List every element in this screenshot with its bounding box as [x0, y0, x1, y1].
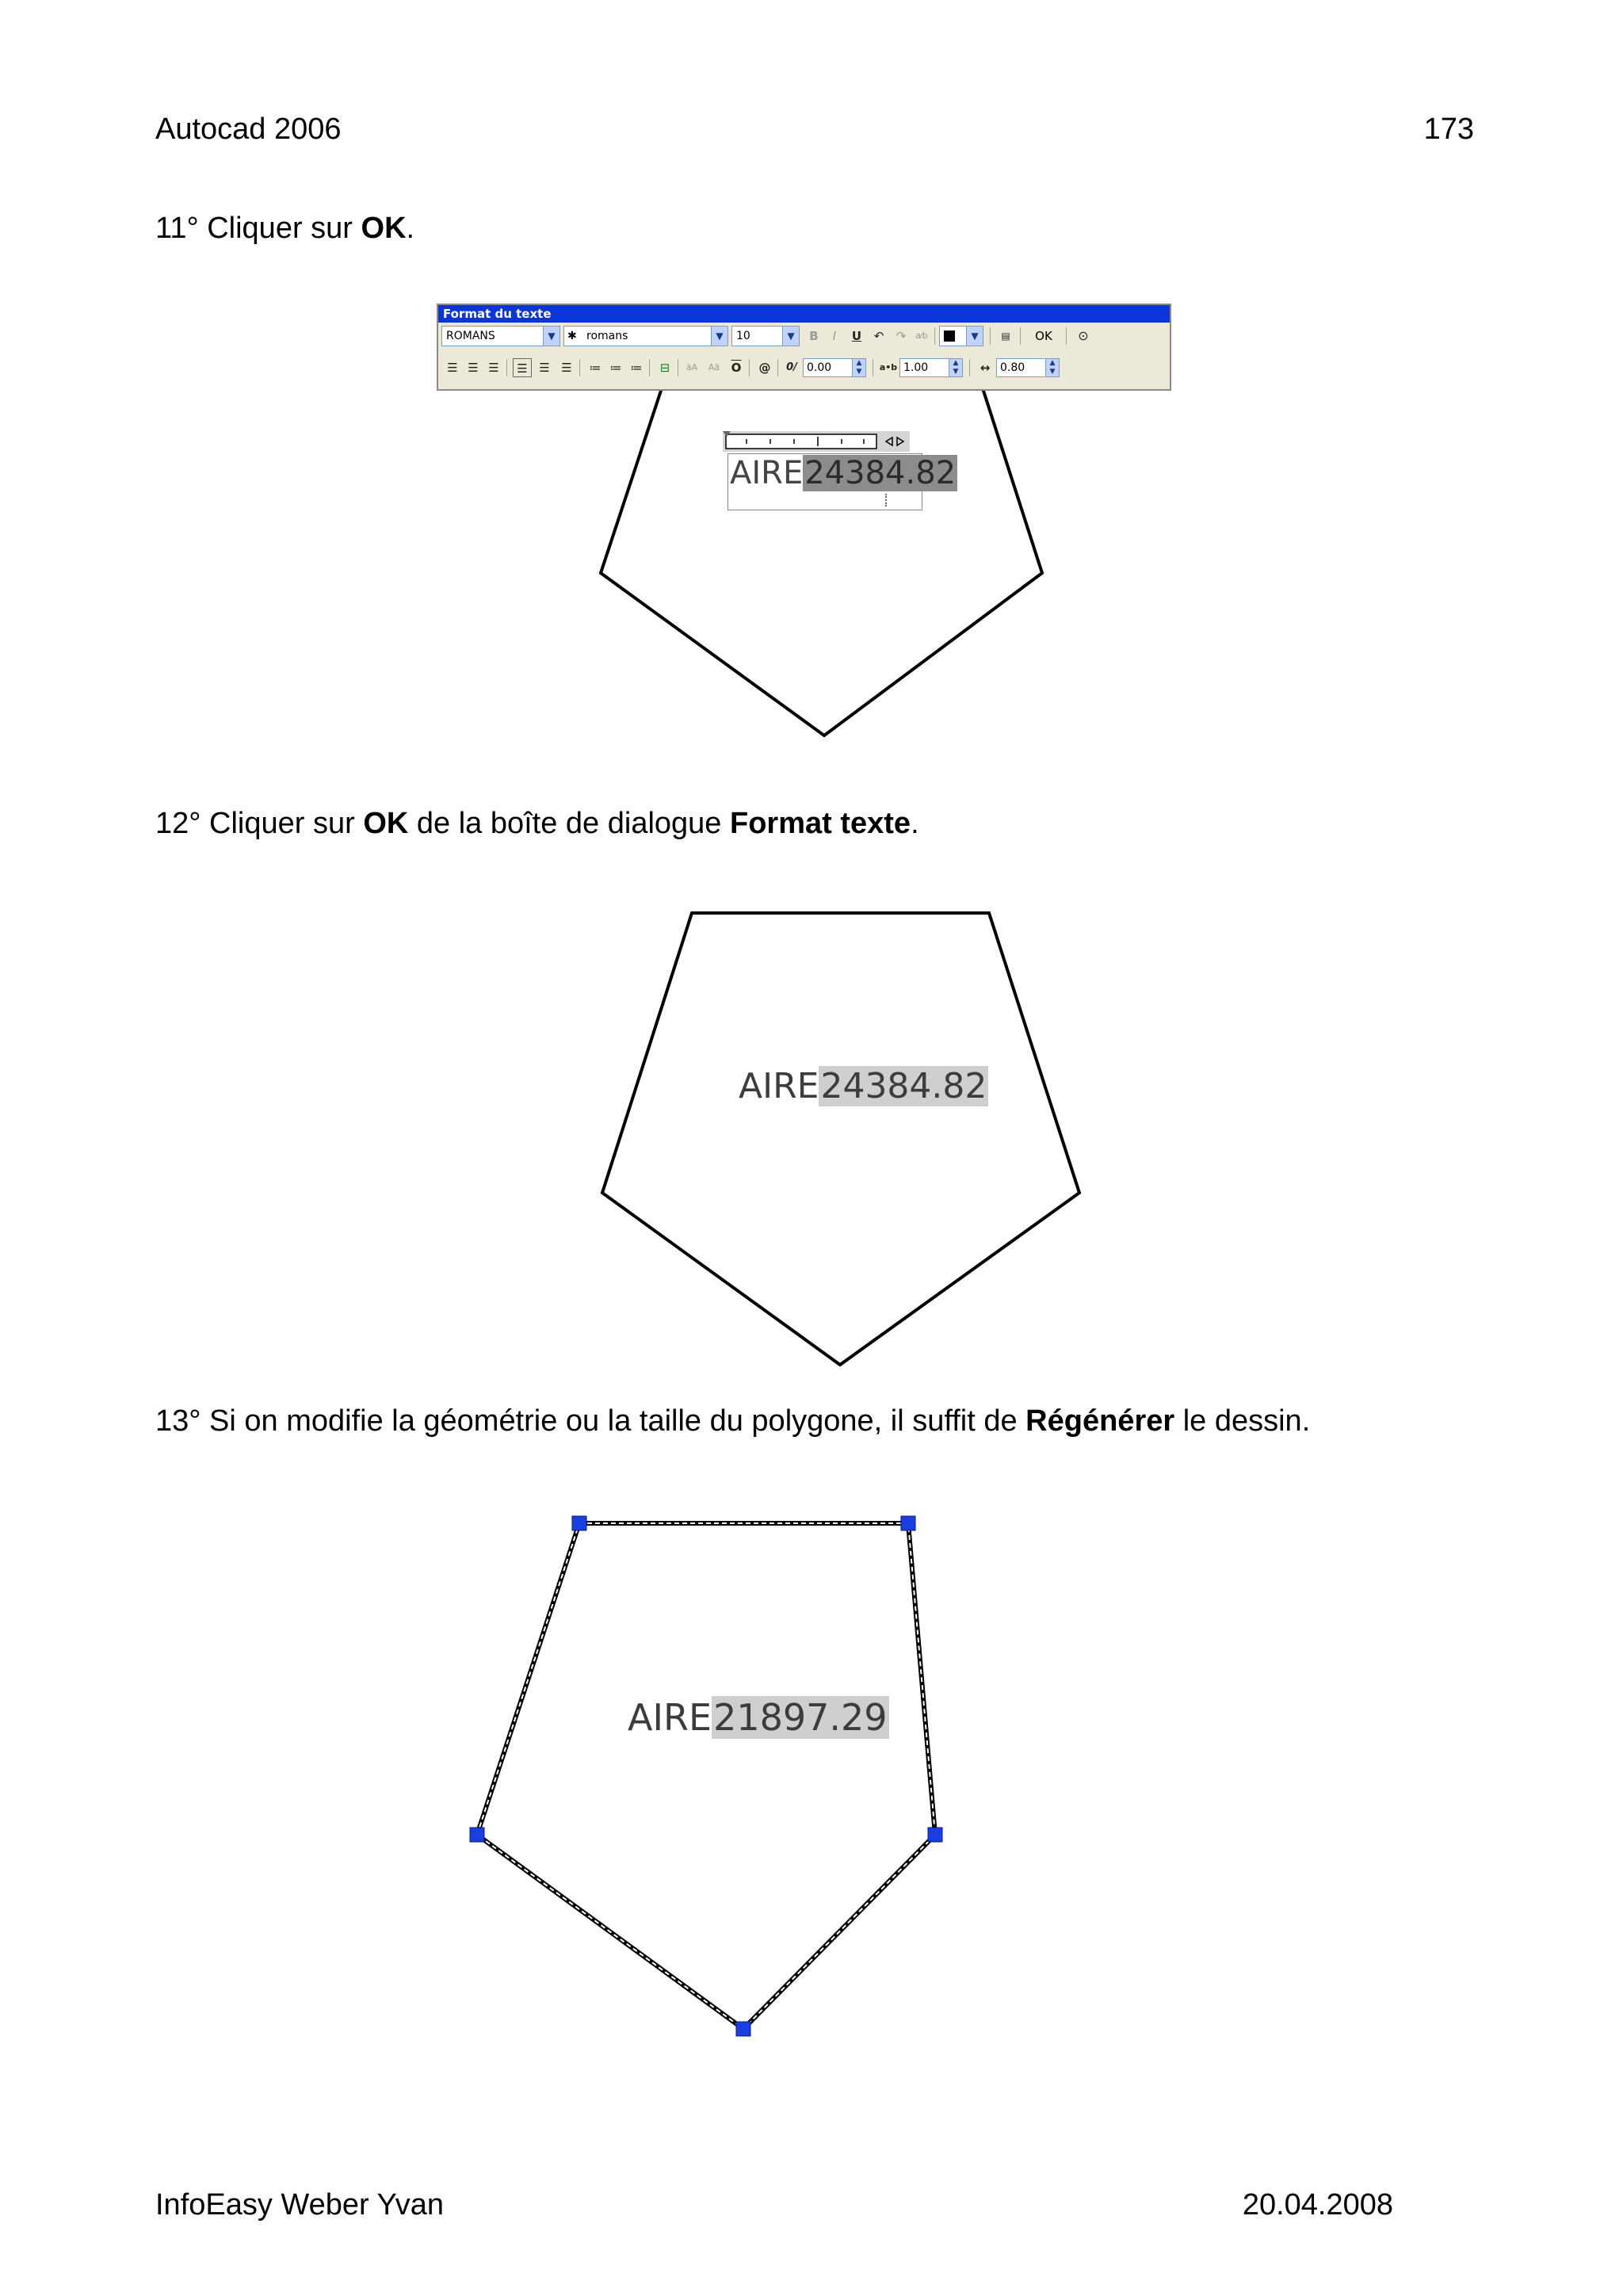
text-format-toolbar	[437, 304, 1171, 391]
symbol-icon[interactable]: @	[758, 361, 771, 375]
header-title: Autocad 2006	[155, 113, 342, 146]
mtext-edit-box[interactable]	[727, 453, 957, 510]
uppercase-icon[interactable]: äA	[685, 362, 698, 372]
step-text: Cliquer sur	[207, 212, 361, 245]
text-height-dropdown[interactable]	[731, 326, 800, 346]
step-text-end: .	[406, 212, 415, 245]
ruler-ticks-icon	[723, 431, 910, 452]
step-bold: OK	[363, 807, 409, 840]
area-label: AIRE	[628, 1696, 712, 1739]
width-factor-icon: ↔	[980, 361, 991, 375]
insert-field-icon[interactable]: ⊟	[659, 361, 670, 375]
options-icon[interactable]: ⊙	[1078, 328, 1089, 343]
tracking-value: 1.00	[903, 361, 929, 374]
step-number: 13°	[155, 1404, 201, 1438]
chevron-down-icon: ▼	[966, 327, 983, 346]
step-number: 12°	[155, 807, 201, 840]
lowercase-icon[interactable]: Aä	[708, 362, 720, 372]
ruler-icon[interactable]: ▤	[1001, 330, 1010, 342]
toolbar-row-2	[440, 354, 1168, 383]
chevron-down-icon: ▼	[543, 327, 559, 346]
stack-icon[interactable]: a⁄b	[915, 330, 928, 341]
redo-icon[interactable]: ↷	[896, 329, 907, 343]
area-field-value: 21897.29	[713, 1696, 888, 1739]
text-cursor	[885, 494, 888, 506]
area-field-value: 24384.82	[820, 1066, 987, 1106]
area-label: AIRE	[739, 1066, 819, 1106]
footer-date: 20.04.2008	[1242, 2188, 1393, 2222]
oblique-angle-spinner[interactable]	[803, 358, 866, 377]
font-type-icon: ✱	[567, 330, 577, 342]
align-bottom-icon[interactable]: ☰	[561, 361, 572, 375]
step-number: 11°	[155, 212, 199, 245]
grip-handle[interactable]	[901, 1516, 915, 1530]
align-middle-icon[interactable]: ☰	[539, 361, 550, 375]
pentagon-outline[interactable]	[477, 1523, 935, 2029]
numbering-icon[interactable]: ≔	[589, 361, 601, 375]
align-top-icon[interactable]: ☰	[513, 358, 532, 377]
step-text: Cliquer sur	[209, 807, 364, 840]
pentagon-outline	[602, 913, 1079, 1365]
style-dropdown[interactable]	[441, 326, 560, 346]
step-text-end: .	[911, 807, 919, 840]
oblique-value: 0.00	[807, 361, 832, 374]
step-text: Si on modifie la géométrie ou la taille du polygone, il suffit de	[209, 1404, 1026, 1438]
step-12	[155, 806, 919, 841]
spinner-arrows-icon: ▲ ▼	[949, 359, 962, 376]
width-factor-spinner[interactable]	[996, 358, 1060, 377]
step-text-middle: de la boîte de dialogue	[408, 807, 730, 840]
underline-icon[interactable]: U	[851, 329, 862, 343]
area-text-2	[739, 1067, 988, 1106]
step-bold: OK	[361, 212, 407, 245]
pentagon-figure-2	[586, 904, 1086, 1379]
undo-icon[interactable]: ↶	[873, 329, 884, 343]
tracking-spinner[interactable]	[899, 358, 963, 377]
text-ruler[interactable]	[723, 431, 910, 452]
style-value: ROMANS	[446, 330, 495, 342]
align-center-icon[interactable]: ☰	[468, 361, 479, 375]
color-swatch	[944, 330, 955, 342]
overline-icon[interactable]: $\overline{O}$	[731, 361, 742, 375]
chevron-down-icon: ▼	[782, 327, 799, 346]
mtext-content	[730, 456, 957, 491]
spinner-arrows-icon: ▲ ▼	[852, 359, 865, 376]
grip-handle[interactable]	[572, 1516, 586, 1530]
text-height-value: 10	[736, 330, 750, 342]
tracking-icon: a•b	[879, 362, 898, 372]
area-field-value: 24384.82	[804, 455, 957, 491]
bold-icon[interactable]: B	[809, 329, 819, 343]
grip-handle[interactable]	[928, 1828, 942, 1842]
toolbar-row-1	[440, 323, 1168, 351]
lettered-list-icon[interactable]: ≔	[630, 361, 643, 375]
bullets-icon[interactable]: ≔	[609, 361, 622, 375]
area-label: AIRE	[730, 455, 804, 491]
area-text-3	[628, 1696, 889, 1739]
font-value: romans	[586, 330, 628, 342]
spinner-arrows-icon: ▲ ▼	[1045, 359, 1059, 376]
grip-handle[interactable]	[736, 2022, 750, 2036]
footer-author: InfoEasy Weber Yvan	[155, 2188, 445, 2222]
step-text-end: le dessin.	[1174, 1404, 1311, 1438]
oblique-angle-icon: 0/	[786, 361, 797, 373]
chevron-down-icon: ▼	[711, 327, 727, 346]
align-left-icon[interactable]: ☰	[447, 361, 458, 375]
step-13	[155, 1404, 1310, 1438]
italic-icon[interactable]: I	[832, 329, 837, 343]
grip-handle[interactable]	[470, 1828, 484, 1842]
color-dropdown[interactable]	[939, 326, 983, 346]
selection-dash	[477, 1523, 935, 2029]
page-number: 173	[1423, 113, 1474, 146]
step-11	[155, 211, 414, 246]
step-bold-2: Format texte	[730, 807, 911, 840]
ok-button[interactable]: OK	[1035, 329, 1052, 343]
step-bold: Régénérer	[1025, 1404, 1175, 1438]
width-factor-value: 0.80	[1000, 361, 1025, 374]
font-dropdown[interactable]	[563, 326, 728, 346]
pentagon-figure-3	[460, 1506, 951, 2053]
toolbar-title: Format du texte	[438, 305, 1170, 323]
align-right-icon[interactable]: ☰	[488, 361, 499, 375]
